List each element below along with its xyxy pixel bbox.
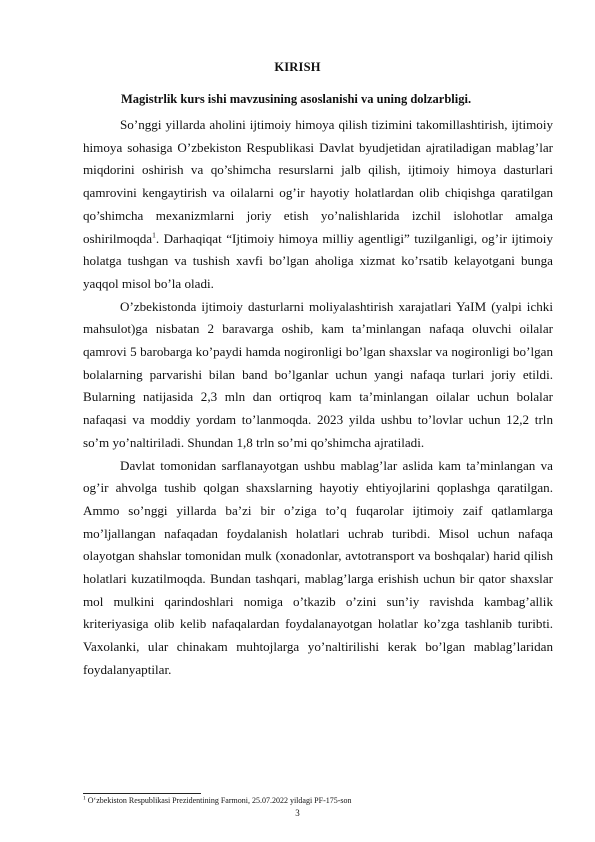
section-title: KIRISH	[274, 60, 321, 74]
paragraph-1-text-cont: . Darhaqiqat “Ijtimoiy himoya milliy agentligi” tuzilganligi, og’ir ijtimoiy holatga tushgan va tushish xavfi bo’lgan aholiga xizmat ko’rsatib kelayotgani bunga yaqqol misol bo’la oladi.	[83, 230, 553, 291]
footnote-divider	[83, 793, 201, 794]
body-text	[83, 114, 553, 682]
footnote	[83, 796, 352, 805]
paragraph-1	[83, 114, 553, 296]
section-subtitle: Magistrlik kurs ishi mavzusining asoslanishi va uning dolzarbligi.	[121, 92, 472, 106]
footnote-mark: 1	[83, 795, 86, 802]
paragraph-2: O’zbekistonda ijtimoiy dasturlarni moliyalashtirish xarajatlari YaIM (yalpi ichki mahsulot)ga nisbatan 2 baravarga oshib, kam ta’minlangan nafaqa oluvchi oilalar qamrovi 5 barobarga ko’paydi hamda nogironligi bo’lgan shaxslar va nogironligi bo’lgan bolalarning parvarishi bilan band bo’lganlar uchun yangi nafaqa turlari joriy etildi. Bularning natijasida 2,3 mln dan ortiqroq kam ta’minlangan oilalar uchun bolalar nafaqasi va moddiy yordam to’lanmoqda. 2023 yilda ushbu to’lovlar uchun 12,2 trln so’m yo’naltiriladi. Shundan 1,8 trln so’mi qo’shimcha ajratiladi.	[83, 298, 553, 450]
paragraph-1-text: So’nggi yillarda aholini ijtimoiy himoya qilish tizimini takomillashtirish, ijtimoiy himoya sohasiga O’zbekiston Respublikasi Davlat byudjetidan ajratiladigan mablag’lar miqdorini oshirish va qo’shimcha resurslarni jalb qilish, ijtimoiy himoya dasturlari qamrovini kengaytirish va oilalarni og’ir hayotiy holatlardan olib chiqishga qaratilgan qo’shimcha mexanizmlarni joriy etish yo’nalishlarida izchil islohotlar amalga oshirilmoqda	[83, 117, 553, 246]
page-number: 3	[295, 808, 300, 818]
paragraph-3: Davlat tomonidan sarflanayotgan ushbu mablag’lar aslida kam ta’minlangan va og’ir ahvolga tushib qolgan shaxslarning hayotiy ehtiyojlarini qoplashga qaratilgan. Ammo so’nggi yillarda ba’zi bir o’ziga to’q fuqarolar ijtimoiy zaif qatlamlarga mo’ljallangan nafaqadan foydalanish holatlari uchrab turibdi. Misol uchun nafaqa olayotgan shahslar tomonidan mulk (xonadonlar, avtotransport va boshqalar) harid qilish holatlari kuzatilmoqda. Bundan tashqari, mablag’larga erishish uchun bir qator shaxslar mol mulkini qarindoshlari nomiga o’tkazib o’zini sun’iy ravishda kambag’allik kriteriyasiga olib kelib nafaqalardan foydalanayotgan holatlar ko’zga tashlanib turibti. Vaxolanki, ular chinakam muhtojlarga yo’naltirilishi kerak bo’lgan mablag’laridan foydalanyaptilar.	[83, 457, 553, 677]
footnote-ref[interactable]: 1	[152, 230, 156, 240]
footnote-text: O‘zbekiston Respublikasi Prezidentining Farmoni, 25.07.2022 yildagi PF-175-son	[85, 796, 352, 805]
